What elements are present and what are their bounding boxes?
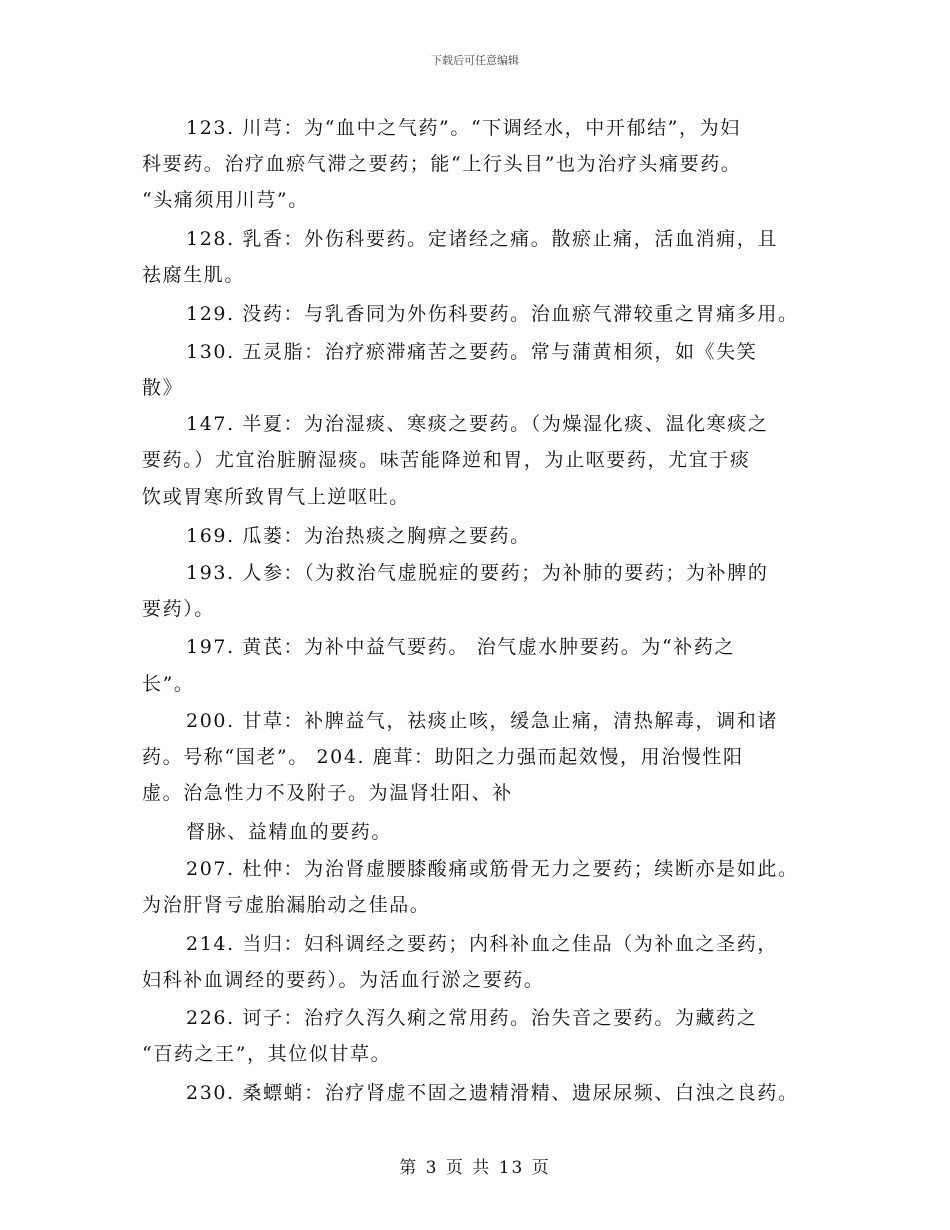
text-line: 129. 没药：与乳香同为外伤科要药。治血瘀气滞较重之胃痛多用。: [186, 303, 799, 325]
text-line: 207. 杜仲：为治肾虚腰膝酸痛或筋骨无力之要药；续断亦是如此。: [186, 858, 799, 880]
text-line: 130. 五灵脂：治疗瘀滞痛苦之要药。常与蒲黄相须，如《失笑: [186, 341, 758, 363]
text-line: 要药。）尤宜治脏腑湿痰。味苦能降逆和胃，为止呕要药，尤宜于痰: [142, 449, 751, 471]
text-line: 123. 川芎：为“血中之气药”。“下调经水，中开郁结”，为妇: [186, 117, 741, 139]
text-line: 128. 乳香：外伤科要药。定诸经之痛。散瘀止痛，活血消痈，且: [186, 228, 778, 250]
text-line: 长”。: [142, 673, 195, 695]
text-line: 147. 半夏：为治湿痰、寒痰之要药。（为燥湿化痰、温化寒痰之: [186, 413, 769, 435]
text-line: 200. 甘草：补脾益气，祛痰止咳，缓急止痛，清热解毒，调和诸: [186, 710, 778, 732]
text-line: 要药）。: [142, 598, 215, 620]
text-line: 散》: [142, 377, 184, 399]
text-line: 214. 当归：妇科调经之要药；内科补血之佳品（为补血之圣药，: [186, 933, 778, 955]
text-line: 妇科补血调经的要药）。为活血行淤之要药。: [142, 969, 545, 991]
text-line: 科要药。治疗血瘀气滞之要药；能“上行头目”也为治疗头痛要药。: [142, 153, 742, 175]
text-line: 为治肝肾亏虚胎漏胎动之佳品。: [142, 894, 431, 916]
text-line: 197. 黄芪：为补中益气要药。 治气虚水肿要药。为“补药之: [186, 636, 736, 658]
page-header: 下载后可任意编辑: [431, 54, 519, 67]
text-line: “头痛须用川芎”。: [142, 189, 309, 211]
text-line: 169. 瓜蒌：为治热痰之胸痹之要药。: [186, 525, 531, 547]
text-line: 226. 诃子：治疗久泻久痢之常用药。治失音之要药。为藏药之: [186, 1007, 758, 1029]
text-line: 230. 桑螵蛸：治疗肾虚不固之遗精滑精、遗尿尿频、白浊之良药。: [186, 1082, 799, 1104]
text-line: 药。号称“国老”。 204. 鹿茸：助阳之力强而起效慢，用治慢性阳: [142, 746, 744, 768]
page-footer: 第 3 页 共 13 页: [399, 1158, 551, 1178]
text-line: 饮或胃寒所致胃气上逆呕吐。: [142, 486, 410, 508]
text-line: 虚。治急性力不及附子。为温肾壮阳、补: [142, 782, 513, 804]
text-line: “百药之王”，其位似甘草。: [142, 1043, 392, 1065]
text-line: 祛腐生肌。: [142, 264, 246, 286]
text-line: 督脉、益精血的要药。: [186, 821, 393, 843]
text-line: 193. 人参：（为救治气虚脱症的要药；为补肺的要药；为补脾的: [186, 562, 769, 584]
